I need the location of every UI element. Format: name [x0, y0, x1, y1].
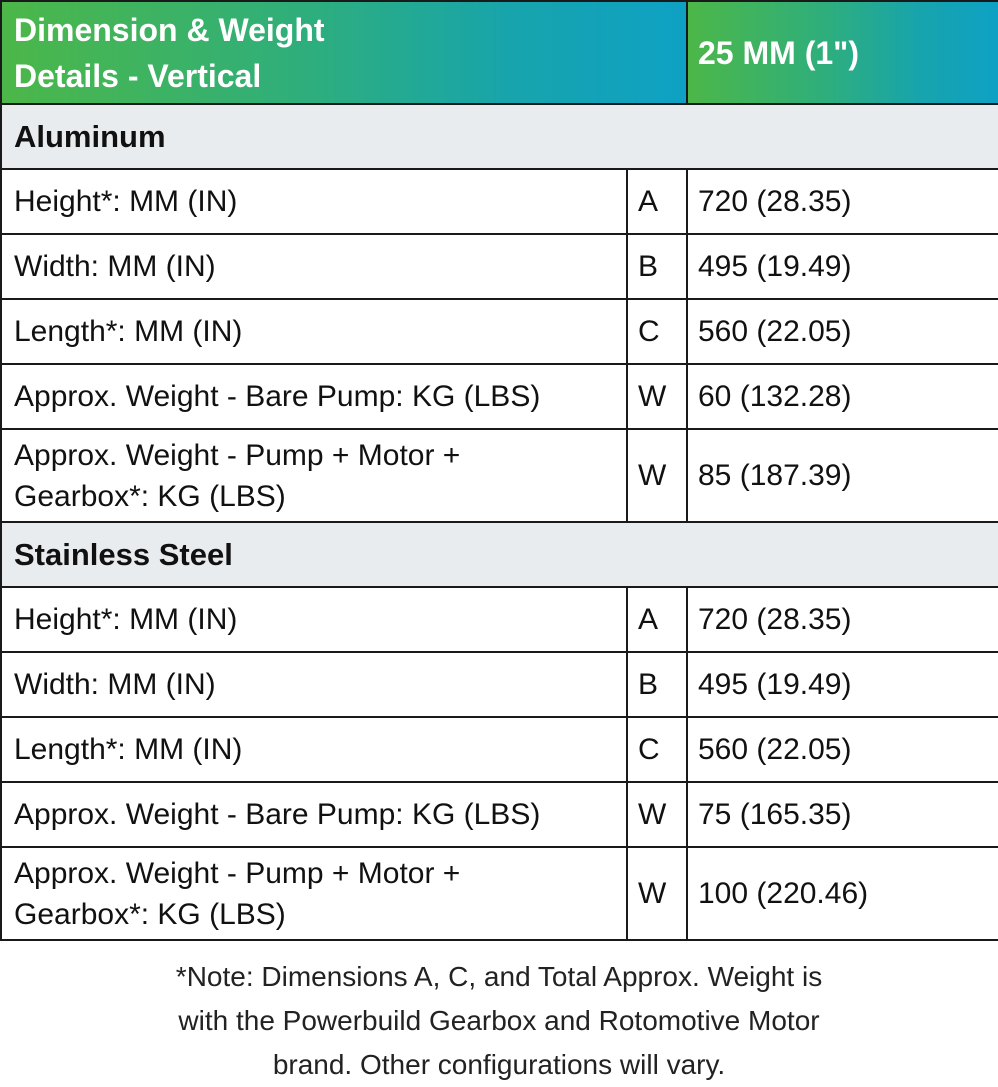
table-row — [1, 234, 998, 299]
table-row — [1, 587, 998, 652]
row-label-line2: Gearbox*: KG (LBS) — [14, 479, 286, 513]
row-letter: C — [627, 299, 687, 364]
row-letter: W — [627, 364, 687, 429]
row-value: 60 (132.28) — [687, 364, 998, 429]
section-title: Stainless Steel — [1, 522, 998, 587]
row-label: Width: MM (IN) — [1, 652, 627, 717]
table-row — [1, 364, 998, 429]
row-label-line2: Gearbox*: KG (LBS) — [14, 897, 286, 931]
table-row — [1, 717, 998, 782]
row-label: Approx. Weight - Bare Pump: KG (LBS) — [1, 364, 627, 429]
row-label-line1: Approx. Weight - Pump + Motor + — [14, 856, 461, 890]
row-label: Width: MM (IN) — [1, 234, 627, 299]
row-value: 560 (22.05) — [687, 299, 998, 364]
row-label: Approx. Weight - Bare Pump: KG (LBS) — [1, 782, 627, 847]
table-row — [1, 847, 998, 940]
row-letter: W — [627, 847, 687, 940]
table-row — [1, 169, 998, 234]
row-value: 100 (220.46) — [687, 847, 998, 940]
table-title — [1, 1, 687, 104]
row-letter: A — [627, 587, 687, 652]
table-title-line2: Details - Vertical — [14, 57, 262, 94]
footnote-line1: *Note: Dimensions A, C, and Total Approx. Weight is — [175, 961, 823, 992]
section-header-stainless-steel — [1, 522, 998, 587]
row-label: Length*: MM (IN) — [1, 717, 627, 782]
row-value: 720 (28.35) — [687, 169, 998, 234]
row-label: Height*: MM (IN) — [1, 169, 627, 234]
table-header-row — [1, 1, 998, 104]
row-label — [1, 847, 627, 940]
footnote-line3: brand. Other configurations will vary. — [272, 1049, 726, 1080]
row-label-line1: Approx. Weight - Pump + Motor + — [14, 438, 461, 472]
row-value: 495 (19.49) — [687, 652, 998, 717]
row-letter: A — [627, 169, 687, 234]
row-letter: W — [627, 782, 687, 847]
row-value: 560 (22.05) — [687, 717, 998, 782]
row-label: Length*: MM (IN) — [1, 299, 627, 364]
row-letter: W — [627, 429, 687, 522]
size-header: 25 MM (1") — [687, 1, 998, 104]
table-row — [1, 652, 998, 717]
table-title-line1: Dimension & Weight — [14, 11, 325, 48]
section-title: Aluminum — [1, 104, 998, 169]
row-value: 75 (165.35) — [687, 782, 998, 847]
row-value: 495 (19.49) — [687, 234, 998, 299]
row-value: 720 (28.35) — [687, 587, 998, 652]
row-value: 85 (187.39) — [687, 429, 998, 522]
row-letter: C — [627, 717, 687, 782]
footnote-line2: with the Powerbuild Gearbox and Rotomotive Motor — [178, 1005, 820, 1036]
row-label — [1, 429, 627, 522]
footnote — [0, 955, 998, 1087]
table-row — [1, 782, 998, 847]
row-letter: B — [627, 652, 687, 717]
table-row — [1, 429, 998, 522]
row-letter: B — [627, 234, 687, 299]
table-row — [1, 299, 998, 364]
row-label: Height*: MM (IN) — [1, 587, 627, 652]
section-header-aluminum — [1, 104, 998, 169]
